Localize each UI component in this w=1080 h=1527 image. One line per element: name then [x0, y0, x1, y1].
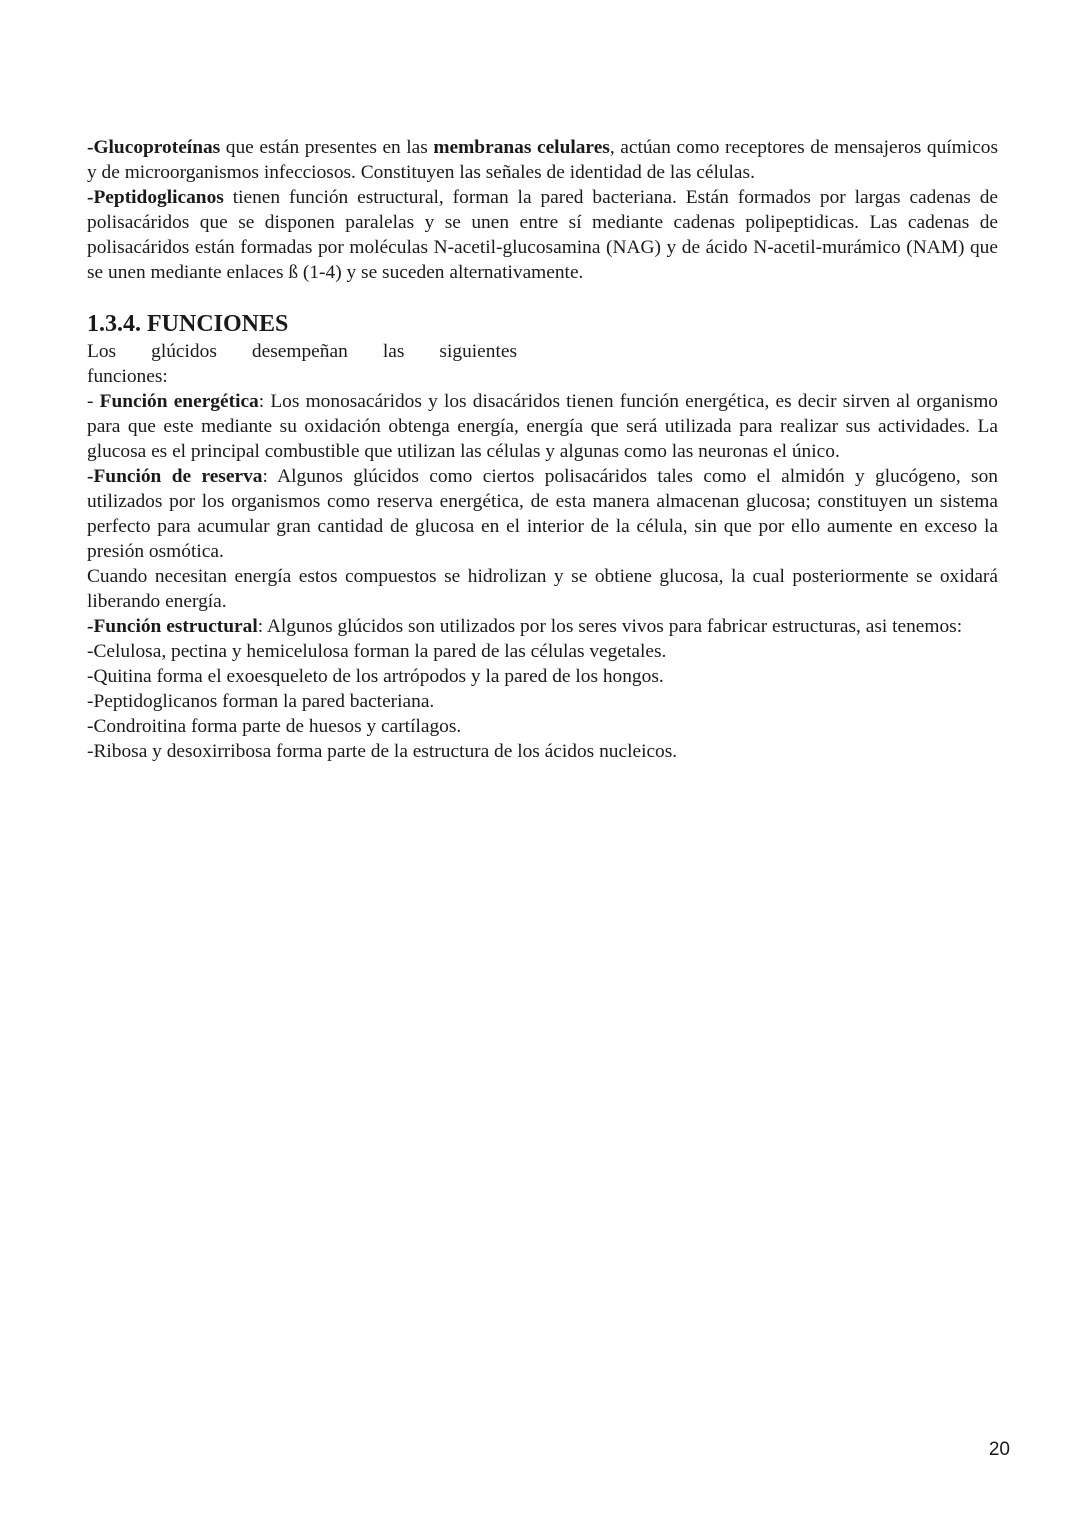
energy-function-term: Función energética	[99, 391, 259, 412]
glycoproteins-paragraph	[87, 135, 998, 185]
structural-item: -Ribosa y desoxirribosa forma parte de la estructura de los ácidos nucleicos.	[87, 741, 678, 762]
reserve-function-paragraph	[87, 464, 998, 564]
section-heading: 1.3.4. FUNCIONES	[87, 311, 289, 337]
glycoproteins-text-1: que están presentes en las	[220, 137, 434, 158]
reserve-function-text: : Algunos glúcidos como ciertos polisacáridos tales como el almidón y glucógeno, son utilizados por los organismos como reserva energética, de esta manera almacenan glucosa; constituyen un sistema perfecto para acumular gran cantidad de glucosa en el interior de la célula, sin que por ello aumente en exceso la presión osmótica.	[87, 466, 998, 562]
glycoproteins-text-2: , actúan como receptores de mensajeros químicos y de microorganismos infecciosos. Constituyen las señales de identidad de las células.	[87, 137, 998, 183]
energy-function-prefix: -	[87, 391, 100, 412]
page-number: 20	[988, 1439, 1010, 1460]
peptidoglycans-paragraph	[87, 185, 998, 285]
structural-item: -Celulosa, pectina y hemicelulosa forman la pared de las células vegetales.	[87, 641, 667, 662]
glycoproteins-term: -Glucoproteínas	[87, 137, 221, 158]
section-spacer	[87, 285, 998, 309]
page-content	[87, 135, 998, 764]
peptidoglycans-term: -Peptidoglicanos	[87, 187, 224, 208]
reserve-function-term: -Función de reserva	[87, 466, 263, 487]
structural-function-paragraph	[87, 614, 998, 639]
structural-item: -Peptidoglicanos forman la pared bacteriana.	[87, 691, 435, 712]
functions-intro-line-2: funciones:	[87, 366, 168, 387]
cell-membranes-term: membranas celulares	[433, 137, 610, 158]
energy-function-text: : Los monosacáridos y los disacáridos tienen función energética, es decir sirven al organismo para que este mediante su oxidación obtenga energía, energía que será utilizada para realizar sus actividades. La glucosa es el principal combustible que utilizan las células y algunas como las neuronas el único.	[87, 391, 998, 462]
functions-intro-line-1: Los glúcidos desempeñan las siguientes	[87, 341, 517, 362]
peptidoglycans-text: tienen función estructural, forman la pared bacteriana. Están formados por largas cadenas de polisacáridos que se disponen paralelas y se unen entre sí mediante cadenas polipeptidicas. Las cadenas de polisacáridos están formadas por moléculas N-acetil-glucosamina (NAG) y de ácido N-acetil-murámico (NAM) que se unen mediante enlaces ß (1-4) y se suceden alternativamente.	[87, 187, 998, 283]
structural-function-term: -Función estructural	[87, 616, 258, 637]
energy-function-paragraph	[87, 389, 998, 464]
reserve-followup-paragraph: Cuando necesitan energía estos compuestos se hidrolizan y se obtiene glucosa, la cual posteriormente se oxidará liberando energía.	[87, 566, 998, 612]
structural-item: -Quitina forma el exoesqueleto de los artrópodos y la pared de los hongos.	[87, 666, 664, 687]
structural-item: -Condroitina forma parte de huesos y cartílagos.	[87, 716, 462, 737]
structural-function-text: : Algunos glúcidos son utilizados por los seres vivos para fabricar estructuras, asi tenemos:	[257, 616, 963, 637]
